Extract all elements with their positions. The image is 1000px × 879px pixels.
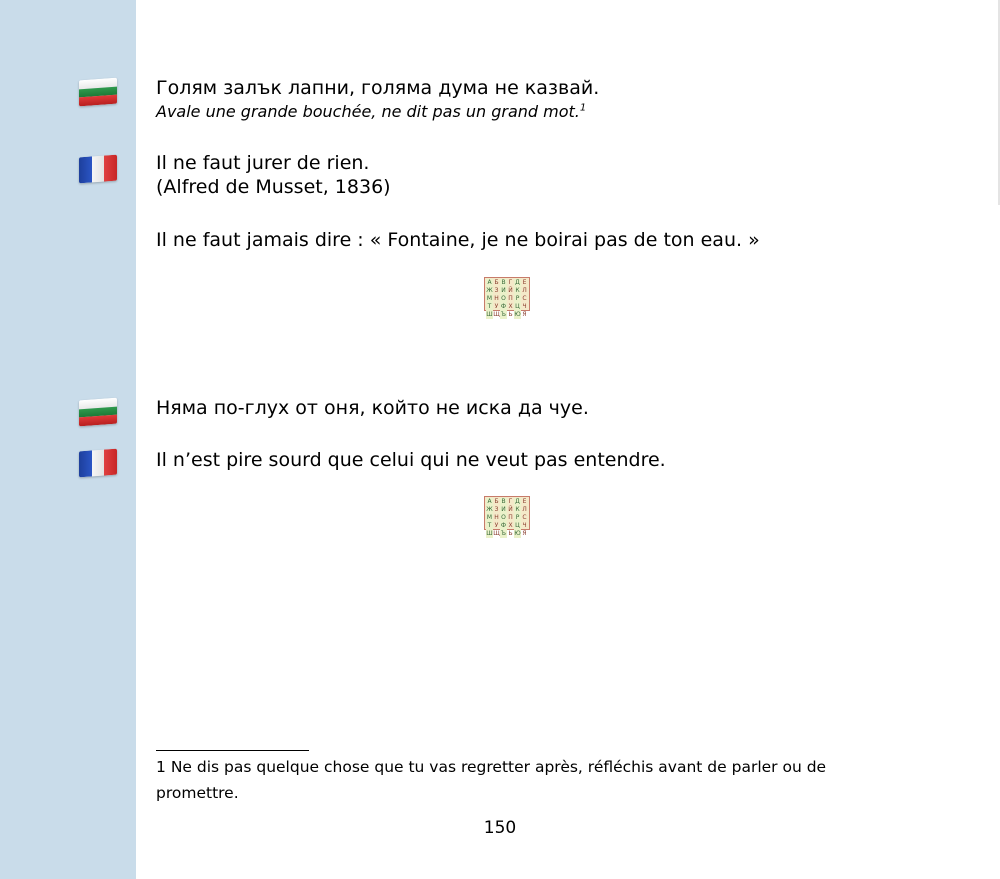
ornament-letter: Ш — [486, 311, 493, 318]
ornament-letter: К — [515, 287, 520, 294]
ornament-letter: Я — [522, 311, 527, 318]
ornament-letter: Х — [508, 303, 513, 310]
footnote-reference: 1 — [579, 102, 587, 114]
ornament-letter: Ж — [486, 506, 493, 513]
ornament-letter: Ц — [515, 303, 520, 310]
ornament-letter: У — [494, 303, 499, 310]
ornament-letter: З — [494, 506, 499, 513]
bulgarian-proverb-2: Няма по-глух от оня, който не иска да чуе. — [156, 397, 589, 419]
ornament-letter: Р — [515, 295, 520, 302]
ornament-letter: Н — [494, 295, 499, 302]
ornament-letter: Х — [508, 522, 513, 529]
ornament-letter: Ш — [486, 530, 493, 537]
ornament-letter: Т — [487, 522, 492, 529]
ornament-letter: Д — [515, 498, 520, 505]
ornament-letter: Й — [508, 506, 513, 513]
ornament-letter: З — [494, 287, 499, 294]
ornament-letter: И — [501, 287, 506, 294]
ornament-letter: Ь — [508, 530, 513, 537]
french-proverb-1-attribution: (Alfred de Musset, 1836) — [156, 176, 391, 198]
ornament-letter: Н — [494, 514, 499, 521]
ornament-letter: П — [508, 514, 513, 521]
page-number: 150 — [483, 818, 517, 838]
translation-text: Avale une grande bouchée, ne dit pas un grand mot. — [156, 102, 580, 121]
ornament-letter: Г — [508, 498, 513, 505]
cyrillic-alphabet-ornament-icon — [484, 496, 530, 537]
footnote-separator — [156, 750, 309, 751]
ornament-letter: О — [501, 295, 506, 302]
ornament-letter: Ь — [508, 311, 513, 318]
ornament-letter: Щ — [493, 311, 500, 318]
ornament-letter: Р — [515, 514, 520, 521]
ornament-letter: К — [515, 506, 520, 513]
bulgarian-proverb-1: Голям залък лапни, голяма дума не казвай. — [156, 77, 600, 99]
footnote-number: 1 — [156, 758, 166, 776]
ornament-letter: Т — [487, 303, 492, 310]
ornament-letter: Л — [522, 506, 527, 513]
ornament-letter: С — [522, 514, 527, 521]
french-proverb-2: Il n’est pire sourd que celui qui ne veut pas entendre. — [156, 449, 666, 471]
ornament-letter: С — [522, 295, 527, 302]
left-sidebar-band — [0, 0, 136, 879]
ornament-letter: Ж — [486, 287, 493, 294]
ornament-letter: Б — [494, 279, 499, 286]
french-proverb-1-line-1: Il ne faut jurer de rien. — [156, 152, 370, 174]
ornament-letter: Ц — [515, 522, 520, 529]
bulgarian-flag-icon — [79, 398, 117, 427]
french-flag-icon — [79, 449, 117, 478]
ornament-letter: И — [501, 506, 506, 513]
french-proverb-1-line-2: Il ne faut jamais dire : « Fontaine, je ne boirai pas de ton eau. » — [156, 229, 760, 251]
ornament-letter: Ф — [500, 303, 507, 310]
ornament-letter: М — [486, 295, 493, 302]
ornament-letter: А — [487, 498, 492, 505]
ornament-letter: Ъ — [501, 530, 506, 537]
ornament-letter: Д — [515, 279, 520, 286]
ornament-letter: Г — [508, 279, 513, 286]
ornament-letter: Я — [522, 530, 527, 537]
ornament-letter: Й — [508, 287, 513, 294]
ornament-letter: Щ — [493, 530, 500, 537]
ornament-letter: Ф — [500, 522, 507, 529]
ornament-letter: О — [501, 514, 506, 521]
cyrillic-alphabet-ornament-icon — [484, 277, 530, 318]
ornament-letter: Л — [522, 287, 527, 294]
ornament-letter: В — [501, 498, 506, 505]
french-flag-icon — [79, 155, 117, 184]
ornament-letter: Б — [494, 498, 499, 505]
ornament-letter: Ъ — [501, 311, 506, 318]
ornament-letter: Е — [522, 498, 527, 505]
ornament-letter: В — [501, 279, 506, 286]
proverb-1-translation — [156, 102, 586, 122]
ornament-letter: У — [494, 522, 499, 529]
ornament-letter: П — [508, 295, 513, 302]
bulgarian-flag-icon — [79, 78, 117, 107]
ornament-letter: Ю — [514, 311, 521, 318]
ornament-letter: Ю — [514, 530, 521, 537]
ornament-letter: М — [486, 514, 493, 521]
ornament-letter: А — [487, 279, 492, 286]
footnote-text: Ne dis pas quelque chose que tu vas regretter après, réfléchis avant de parler ou de promettre. — [156, 758, 827, 802]
ornament-letter: Ч — [522, 522, 527, 529]
ornament-letter: Е — [522, 279, 527, 286]
ornament-letter: Ч — [522, 303, 527, 310]
footnote — [156, 754, 846, 806]
